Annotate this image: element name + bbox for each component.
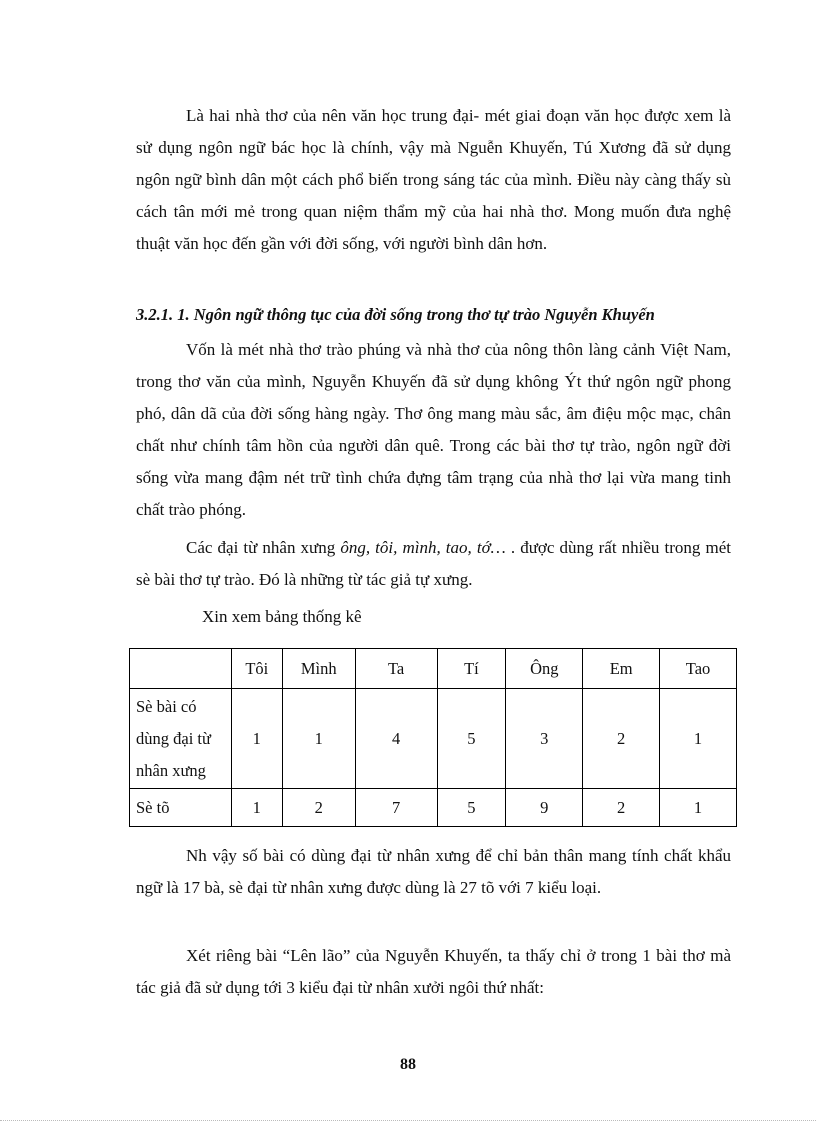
pronoun-statistics-table (129, 648, 737, 827)
paragraph-intro: Là hai nhà thơ của nên văn học trung đại- mét giai đoạn văn học được xem là sử dụng ngôn ngữ bác học là chính, vậy mà Nguễn Khuyến, Tú Xương đã sử dụng ngôn ngữ bình dân một cách phổ biến trong sáng tác của mình. Điều này càng thấy sù cách tân mới mẻ trong quan niệm thẩm mỹ của hai nhà thơ. Mong muốn đưa nghệ thuật văn học đến gần với đời sống, với người bình dân hơn. (136, 106, 731, 253)
paragraph-nguyen-khuyen-language: Vốn là mét nhà thơ trào phúng và nhà thơ của nông thôn làng cảnh Việt Nam, trong thơ văn của mình, Nguyễn Khuyến đã sử dụng không Ýt thứ ngôn ngữ phong phó, dân dã của đời sống hàng ngày. Thơ ông mang màu sắc, âm điệu mộc mạc, chân chất như chính tâm hồn của người dân quê. Trong các bài thơ tự trào, ngôn ngữ đời sống vừa mang đậm nét trữ tình chứa đựng tâm trạng của nhà thơ lại vừa mang tinh chất trào phóng. (136, 340, 731, 519)
paragraph-summary: Nh vậy số bài có dùng đại từ nhân xưng để chỉ bản thân mang tính chất khẩu ngữ là 17 bà, sè đại từ nhân xưng được dùng là 27 tõ với 7 kiểu loại. (136, 846, 731, 897)
column-header: Ta (355, 649, 437, 689)
table-intro: Xin xem bảng thống kê (202, 607, 362, 626)
pronouns-text-start: Các đại từ nhân xưng (186, 538, 341, 557)
page-number: 88 (400, 1056, 416, 1073)
table-cell: 4 (355, 689, 437, 789)
column-header: Em (583, 649, 660, 689)
table-cell: 1 (660, 689, 737, 789)
table-cell: 1 (660, 789, 737, 827)
pronouns-text-end: . được dùng rất nhiều trong mét sè bài thơ tự trào. Đó là những từ tác giả tự xưng. (136, 538, 731, 589)
table-cell: 5 (437, 689, 506, 789)
table-row (130, 789, 737, 827)
table-header-row (130, 649, 737, 689)
row-header-line: nhân xưng (136, 760, 206, 780)
table-cell: 5 (437, 789, 506, 827)
column-header: Mình (282, 649, 355, 689)
table-cell: 2 (282, 789, 355, 827)
table-cell: 7 (355, 789, 437, 827)
column-header: Ông (506, 649, 583, 689)
paragraph-len-lao: Xét riêng bài “Lên lão” của Nguyễn Khuyến, ta thấy chỉ ở trong 1 bài thơ mà tác giả đã sử dụng tới 3 kiểu đại từ nhân xưởi ngôi thứ nhất: (136, 946, 731, 997)
column-header: Tao (660, 649, 737, 689)
table-cell: 3 (506, 689, 583, 789)
paragraph-pronouns (136, 532, 731, 596)
table-cell: 2 (583, 689, 660, 789)
row-header (130, 689, 232, 789)
table-corner-cell (130, 649, 232, 689)
row-header (130, 789, 232, 827)
page-bottom-divider (0, 1120, 816, 1121)
row-header-line: Sè tõ (136, 797, 170, 817)
table-row (130, 689, 737, 789)
table-cell: 9 (506, 789, 583, 827)
pronouns-examples: ông, tôi, mình, tao, tớ… (340, 538, 506, 557)
row-header-line: dùng đại từ (136, 728, 211, 748)
table-cell: 1 (282, 689, 355, 789)
column-header: Tí (437, 649, 506, 689)
table-cell: 1 (231, 689, 282, 789)
section-heading: 3.2.1. 1. Ngôn ngữ thông tục của đời sống trong thơ tự trào Nguyễn Khuyến (136, 305, 655, 324)
table-cell: 2 (583, 789, 660, 827)
table-cell: 1 (231, 789, 282, 827)
row-header-line: Sè bài có (136, 696, 197, 716)
column-header: Tôi (231, 649, 282, 689)
